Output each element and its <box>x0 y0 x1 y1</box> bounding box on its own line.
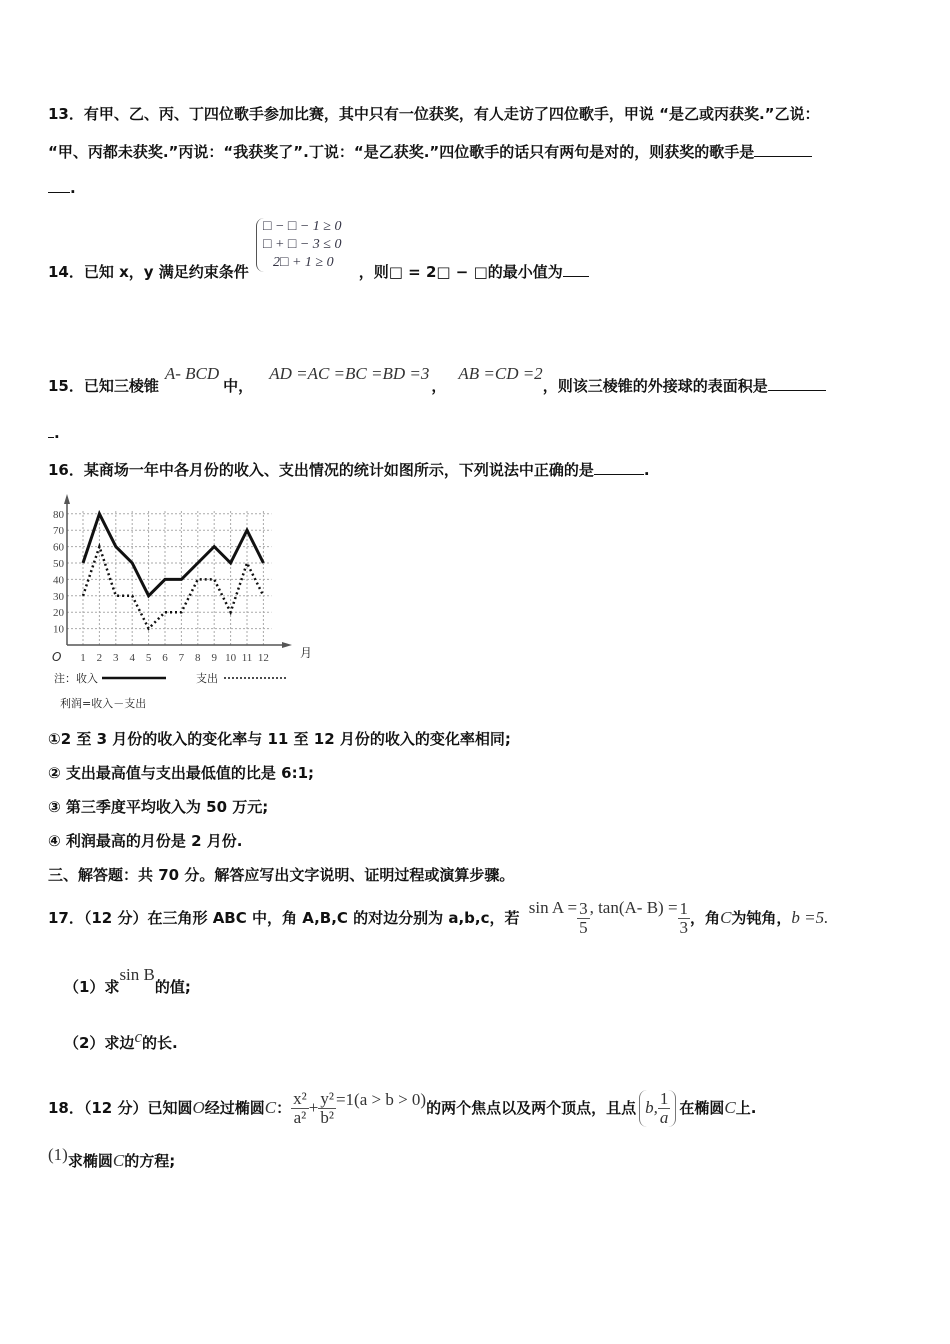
x-axis-arrow <box>282 642 292 648</box>
q18-mid2: 的两个焦点以及两个顶点，且点 <box>426 1099 637 1117</box>
denominator: b² <box>320 1108 334 1127</box>
q15-prefix: 15．已知三棱锥 <box>48 377 159 395</box>
b-value: b =5. <box>791 908 829 927</box>
q15 <box>48 364 826 396</box>
numerator: 3 <box>579 899 588 918</box>
tan-expr: , tan(A- B) = <box>589 898 678 917</box>
y-axis-arrow <box>64 494 70 504</box>
q15-zhong: 中， <box>223 377 254 395</box>
q14-text: ，则□ = 2□ − □的最小值为 <box>358 263 563 281</box>
y-tick-label: 40 <box>53 574 64 587</box>
colon: ： <box>276 1099 292 1117</box>
frac-3-5 <box>577 900 590 937</box>
option-2: ② 支出最高值与支出最低值的比是 6:1; <box>48 764 315 782</box>
q14 <box>48 261 589 282</box>
x-tick-label: 12 <box>257 652 269 664</box>
q13-line3 <box>48 178 76 197</box>
constraint-2: □ + □ − 3 ≤ 0 <box>263 237 342 252</box>
y-tick-label: 80 <box>53 508 64 521</box>
origin-label: O <box>52 650 62 664</box>
q18 <box>48 1090 756 1127</box>
x-tick-label: 6 <box>162 652 168 664</box>
p1-num: (1) <box>48 1145 68 1164</box>
p2-end: 的长. <box>141 1034 178 1052</box>
q18-mid3: 在椭圆 <box>679 1099 725 1117</box>
sinB: sin B <box>119 965 155 984</box>
q18-mid1: 经过椭圆 <box>204 1099 265 1117</box>
p1-text: 求椭圆 <box>67 1152 113 1170</box>
q15-tetra: A- BCD <box>164 364 220 383</box>
ellipse-C: C <box>264 1098 277 1117</box>
q15-comma: ， <box>431 377 447 395</box>
answer-blank[interactable] <box>754 142 812 157</box>
frac-y2-b2 <box>318 1090 336 1127</box>
sinA: sin A = <box>528 898 578 917</box>
income-expense-chart <box>40 490 320 720</box>
denominator: a² <box>293 1108 307 1127</box>
circle-O: O <box>192 1098 205 1117</box>
x-tick-label: 8 <box>195 652 201 664</box>
x-tick-label: 1 <box>80 652 86 664</box>
answer-blank[interactable] <box>594 460 644 475</box>
q18-part1 <box>48 1145 176 1171</box>
option-1: ①2 至 3 月份的收入的变化率与 11 至 12 月份的收入的变化率相同; <box>48 730 511 748</box>
frac-x2-a2 <box>291 1090 309 1127</box>
numerator: 1 <box>679 899 689 918</box>
series-expense-line <box>83 547 263 629</box>
option-3: ③ 第三季度平均收入为 50 万元; <box>48 798 269 816</box>
q17-prefix: 17．（12 分）在三角形 ABC 中，角 A,B,C 的对边分别为 a,b,c，若 <box>48 909 520 927</box>
numerator: 1 <box>659 1089 669 1108</box>
option-4: ④ 利润最高的月份是 2 月份. <box>48 832 243 850</box>
q18-prefix: 18．（12 分）已知圆 <box>48 1099 193 1117</box>
x-tick-label: 11 <box>241 652 253 664</box>
q17 <box>48 900 828 937</box>
q15-end: . <box>54 424 60 442</box>
q17-obtuse: 为钝角， <box>731 909 792 927</box>
p1-end: 的方程; <box>124 1152 176 1170</box>
q17-mid: ，角 <box>690 909 721 927</box>
answer-blank[interactable] <box>563 262 589 277</box>
x-tick-label: 5 <box>145 652 152 664</box>
legend-income-label: 注：收入 <box>54 672 98 685</box>
series-income-line <box>83 514 263 596</box>
x-tick-label: 7 <box>178 652 185 664</box>
q13-line1: 13．有甲、乙、丙、丁四位歌手参加比赛，其中只有一位获奖，有人走访了四位歌手，甲说 “是乙或丙获奖.”乙说： <box>48 105 820 123</box>
plus: + <box>308 1098 319 1117</box>
q15-eq1: AD =AC =BC =BD =3 <box>269 364 430 383</box>
constraint-3: 2□ + 1 ≥ 0 <box>273 255 334 270</box>
point <box>639 1090 676 1127</box>
q16 <box>48 459 650 480</box>
constraint-1: □ − □ − 1 ≥ 0 <box>263 219 342 234</box>
y-tick-label: 60 <box>53 541 64 554</box>
x-tick-label: 2 <box>96 652 103 664</box>
section-heading: 三、解答题：共 70 分。解答应写出文字说明、证明过程或演算步骤。 <box>48 866 515 884</box>
y-tick-label: 70 <box>53 525 64 538</box>
q16-text: 16．某商场一年中各月份的收入、支出情况的统计如图所示，下列说法中正确的是 <box>48 461 594 479</box>
denominator: 3 <box>679 918 689 937</box>
q18-end: 上. <box>735 1099 757 1117</box>
q15-suffix: ，则该三棱锥的外接球的表面积是 <box>542 377 768 395</box>
q17-part1 <box>64 965 191 997</box>
q13-text: “甲、丙都未获奖.”丙说：“我获奖了”.丁说：“是乙获奖.”四位歌手的话只有两句是对的，则获奖的歌手是 <box>48 143 755 161</box>
x-tick-label: 10 <box>225 652 237 664</box>
ellipse-eq: =1(a > b > 0) <box>335 1090 427 1109</box>
answer-blank-cont[interactable] <box>48 178 70 193</box>
p2-label: （2）求边 <box>64 1034 135 1052</box>
x-tick-label: 3 <box>113 652 119 664</box>
x-tick-label: 4 <box>129 652 135 664</box>
q17-part2 <box>64 1027 178 1053</box>
profit-note: 利润=收入－支出 <box>60 697 147 710</box>
q15-eq2: AB =CD =2 <box>458 364 543 383</box>
y-tick-label: 10 <box>53 623 64 636</box>
numerator: x² <box>293 1089 307 1108</box>
y-tick-label: 30 <box>53 590 64 603</box>
ellipse-C: C <box>724 1098 736 1117</box>
point-b: b, <box>645 1098 658 1117</box>
p1-end: 的值; <box>154 978 191 996</box>
angle-C: C <box>720 908 732 927</box>
denominator: 5 <box>579 918 588 937</box>
q14-prefix: 14．已知 x，y 满足约束条件 <box>48 263 249 281</box>
q13-line2 <box>48 141 812 162</box>
frac-1-3 <box>678 900 691 937</box>
answer-blank[interactable] <box>768 376 826 391</box>
legend-expense-label: 支出 <box>196 672 218 685</box>
q13-end: . <box>70 179 76 197</box>
q15-cont <box>48 423 60 442</box>
y-tick-label: 50 <box>53 558 64 570</box>
numerator: y² <box>320 1089 334 1108</box>
q16-end: . <box>643 461 650 479</box>
p1-label: （1）求 <box>64 978 120 996</box>
x-axis-label: 月 <box>300 646 313 660</box>
x-tick-label: 9 <box>211 652 217 664</box>
side-c: c <box>134 1027 142 1046</box>
denominator: a <box>659 1108 669 1127</box>
ellipse-C: C <box>112 1151 125 1170</box>
y-tick-label: 20 <box>53 607 64 620</box>
